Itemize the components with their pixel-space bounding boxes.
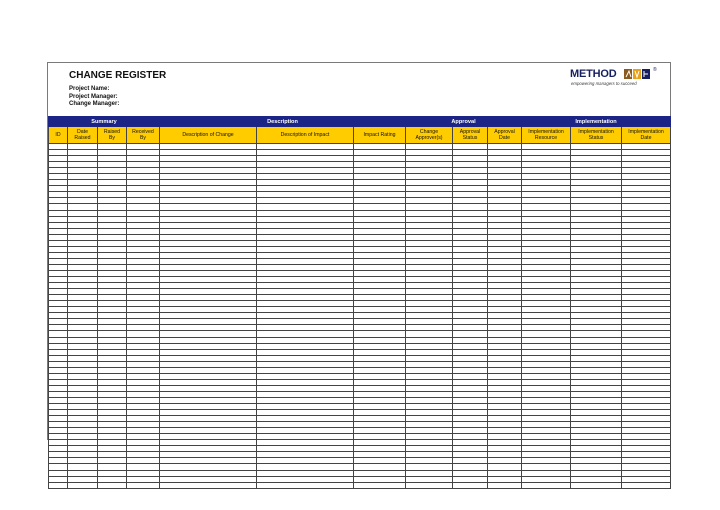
logo-wordmark: METHOD: [570, 68, 617, 80]
group-implementation: Implementation: [522, 117, 671, 127]
project-fields: [69, 86, 119, 109]
table-cell[interactable]: [488, 482, 522, 488]
col-implementation-resource: Implementation Resource: [522, 127, 571, 144]
method-logo: [562, 67, 658, 91]
group-header-row: [49, 117, 671, 127]
col-raised-by: Raised By: [98, 127, 127, 144]
col-implementation-status: Implementation Status: [571, 127, 622, 144]
change-register-table: [48, 116, 671, 489]
table-cell[interactable]: [522, 482, 571, 488]
col-approval-date: Approval Date: [488, 127, 522, 144]
table-cell[interactable]: [257, 482, 354, 488]
col-id: ID: [49, 127, 68, 144]
table-cell[interactable]: [49, 482, 68, 488]
col-impact-rating: Impact Rating: [354, 127, 406, 144]
page-title: CHANGE REGISTER: [69, 70, 167, 81]
table-row: [49, 482, 671, 488]
project-name-label: Project Name:: [69, 86, 110, 92]
col-description-of-change: Description of Change: [160, 127, 257, 144]
logo-mark-icon: [624, 69, 650, 79]
table-cell[interactable]: [571, 482, 622, 488]
project-manager-label: Project Manager:: [69, 93, 118, 100]
column-header-row: [49, 127, 671, 144]
col-description-of-impact: Description of Impact: [257, 127, 354, 144]
register-sheet: [47, 62, 671, 440]
table-cell[interactable]: [160, 482, 257, 488]
group-summary: Summary: [49, 117, 160, 127]
table-cell[interactable]: [127, 482, 160, 488]
table-cell[interactable]: [68, 482, 98, 488]
col-received-by: Received By: [127, 127, 160, 144]
col-change-approvers: Change Approver(s): [406, 127, 453, 144]
table-cell[interactable]: [354, 482, 406, 488]
table-cell[interactable]: [406, 482, 453, 488]
col-date-raised: Date Raised: [68, 127, 98, 144]
logo-tagline: empowering managers to succeed: [571, 81, 637, 86]
table-cell[interactable]: [622, 482, 671, 488]
col-approval-status: Approval Status: [453, 127, 488, 144]
register-body: [49, 144, 671, 489]
group-description: Description: [160, 117, 406, 127]
table-cell[interactable]: [98, 482, 127, 488]
logo-registered-mark: ®: [653, 67, 657, 73]
col-implementation-date: Implementation Date: [622, 127, 671, 144]
group-approval: Approval: [406, 117, 522, 127]
table-cell[interactable]: [453, 482, 488, 488]
change-manager-label: Change Manager:: [69, 101, 120, 108]
